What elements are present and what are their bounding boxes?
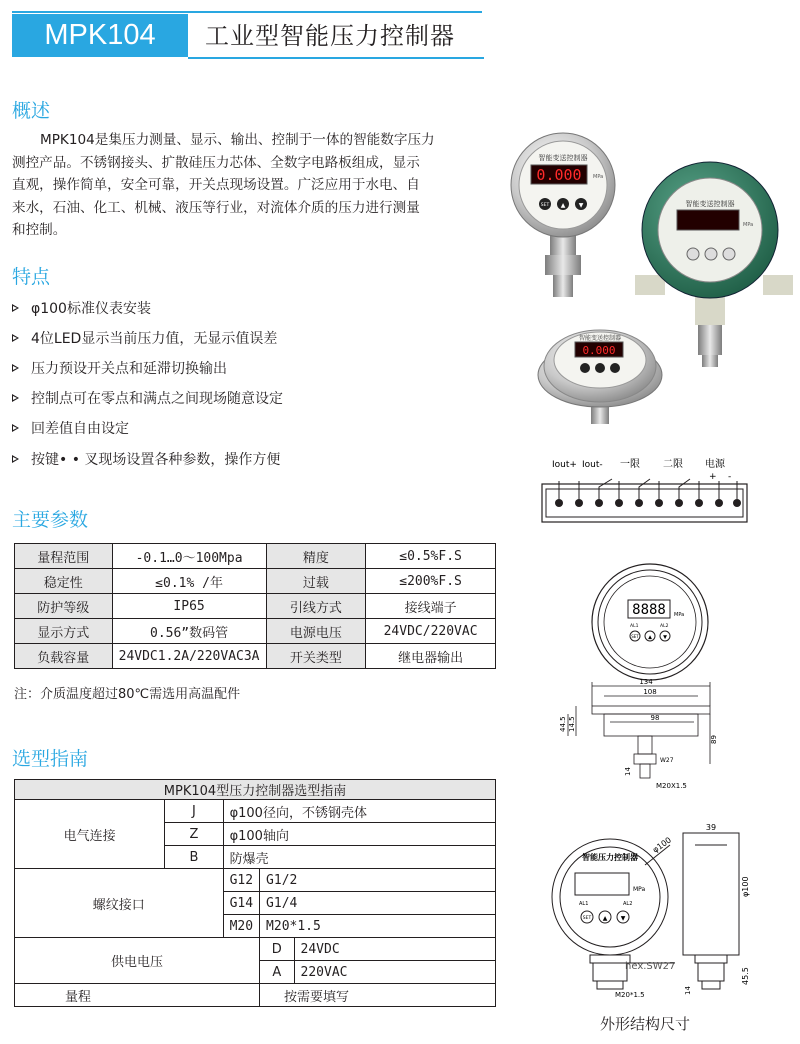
param-value: 0.56”数码管 [112,619,266,644]
device-led-display: 0.000 [536,166,582,184]
guide-desc: φ100轴向 [223,823,495,846]
device-radial-photo [511,133,615,297]
front-display: 8888 [632,602,666,618]
dimension-label: 14 [684,986,692,995]
guide-heading: 选型指南 [12,748,89,770]
dimension-label: φ100 [741,876,750,897]
params-heading: 主要参数 [12,509,89,531]
overview-line: 直观，操作简单，安全可靠，开关点现场设置。广泛应用于水电、自 [12,177,420,193]
guide-code: G14 [223,892,259,915]
guide-desc: G1/2 [260,869,496,892]
guide-desc: G1/4 [260,892,496,915]
iout-plus-label: Iout+ [552,460,577,470]
dimension-label: M20X1.5 [656,782,687,790]
table-row [15,984,496,1007]
param-value: ≤200%F.S [366,569,496,594]
param-label: 防护等级 [15,594,113,619]
dimension-label: 134 [639,678,653,686]
button-label: SET [582,916,592,921]
param-value: 24VDC/220VAC [366,619,496,644]
guide-code: J [165,800,223,823]
overview-line: 和控制。 [12,222,67,238]
front-view-drawing [580,560,730,690]
button-label: ▲ [602,915,608,922]
overview-line: MPK104是集压力测量、显示、输出、控制于一体的智能数字压力 [40,132,435,148]
guide-group-label: 供电电压 [15,938,260,984]
table-row [15,569,496,594]
header-rule-bottom [188,57,484,59]
param-value: ≤0.5%F.S [366,544,496,569]
table-row [15,869,496,892]
button-label: ▼ [663,634,667,641]
guide-desc: 防爆壳 [223,846,495,869]
dimension-label: 14 [624,767,632,776]
param-label: 过载 [266,569,366,594]
device-unit: MPa [743,222,754,228]
param-value: 接线端子 [366,594,496,619]
model-badge [12,14,188,57]
iout-minus-label: Iout- [582,460,603,470]
dimension-label: 39 [705,823,717,832]
device-panel-title: 智能变送控制器 [685,200,735,208]
table-row [15,800,496,823]
param-value: 继电器输出 [366,644,496,669]
alarm-label: AL1 [579,901,589,907]
dimension-label: φ100 [650,835,673,855]
dimension-label: 14.5 [568,716,576,732]
dimension-label: 89 [710,735,718,744]
guide-code: G12 [223,869,259,892]
dimension-label: W27 [660,757,674,764]
dimension-label: 44.5 [559,716,567,732]
figure-caption: 外形结构尺寸 [600,1015,691,1033]
param-label: 开关类型 [266,644,366,669]
device-axial-photo [538,330,662,424]
param-label: 显示方式 [15,619,113,644]
param-label: 引线方式 [266,594,366,619]
param-label: 精度 [266,544,366,569]
feature-item [12,388,283,408]
guide-code: B [165,846,223,869]
button-label: ▼ [620,915,626,922]
feature-text: 控制点可在零点和满点之间现场随意设定 [31,391,283,407]
param-value: IP65 [112,594,266,619]
dimension-label: 98 [650,714,660,722]
button-label: ▲ [560,202,566,209]
param-label: 量程范围 [15,544,113,569]
device-panel-title: 智能变送控制器 [538,154,588,162]
params-table [14,543,496,669]
guide-desc: 按需要填写 [260,984,496,1007]
table-row [15,594,496,619]
device-panel-title: 智能变送控制器 [578,335,622,342]
params-note: 注：介质温度超过80℃需选用高温配件 [14,687,241,702]
overview-text [12,129,502,242]
feature-item [12,358,227,378]
front-unit: MPa [674,612,685,618]
side-view-drawing [560,676,730,794]
hex-label: hex.SW27 [625,961,676,972]
guide-code: A [260,961,294,984]
guide-code: M20 [223,915,259,938]
device-unit: MPa [593,174,604,180]
table-row [15,938,496,961]
guide-desc: M20*1.5 [260,915,496,938]
minus-label: - [728,472,732,482]
param-value: ≤0.1% /年 [112,569,266,594]
overview-heading: 概述 [12,100,51,122]
guide-desc: φ100径向，不锈钢壳体 [223,800,495,823]
power-label: 电源 [705,459,725,470]
feature-item [12,328,277,348]
feature-text: 回差值自由设定 [31,421,129,437]
guide-group-label: 电气连接 [15,800,165,869]
table-row [15,644,496,669]
overview-line: 测控产品。不锈钢接头、扩散硅压力芯体、全数字电路板组成，显示 [12,154,420,171]
alarm-label: AL2 [660,624,669,629]
feature-text: 4位LED显示当前压力值，无显示值误差 [31,331,278,347]
param-value: 24VDC1.2A/220VAC3A [112,644,266,669]
dimension-label: 45.5 [741,967,750,985]
param-label: 电源电压 [266,619,366,644]
features-heading: 特点 [12,266,51,288]
button-label: SET [540,203,550,208]
plus-label: + [709,472,717,482]
overview-line: 来水，石油、化工、机械、液压等行业，对流体介质的压力进行测量 [12,199,420,216]
svg-text:0.000: 0.000 [582,344,616,357]
guide-desc: 24VDC [294,938,495,961]
feature-text: φ100标准仪表安装 [31,301,151,317]
feature-item [12,449,280,469]
param-label: 稳定性 [15,569,113,594]
guide-group-label: 螺纹接口 [15,869,224,938]
feature-item [12,418,129,438]
dimension-label: M20*1.5 [615,991,645,999]
table-row [15,619,496,644]
limit1-label: 一限 [620,459,640,470]
guide-table-title: MPK104型压力控制器选型指南 [15,780,496,800]
model-number: MPK104 [44,19,156,51]
table-row [15,544,496,569]
param-label: 负载容量 [15,644,113,669]
alarm-label: AL1 [630,624,639,629]
feature-item [12,298,151,318]
button-label: ▲ [648,634,652,641]
feature-text: 按键• • 叉现场设置各种参数，操作方便 [31,452,281,468]
outline-dimension-drawing [545,825,760,1003]
feature-text: 压力预设开关点和延滞切换输出 [31,361,227,377]
table-row [15,780,496,800]
alarm-label: AL2 [623,901,633,907]
device-explosion-proof-photo [635,162,793,367]
button-label: ▼ [578,202,584,209]
dimension-label: 108 [643,688,657,696]
guide-code: Z [165,823,223,846]
guide-desc: 220VAC [294,961,495,984]
header-rule-top [12,11,482,13]
wiring-diagram [540,455,750,525]
selection-guide-table [14,779,496,1007]
guide-code: D [260,938,294,961]
param-value: -0.1…0～100Mpa [112,544,266,569]
guide-group-label: 量程 [15,984,260,1007]
limit2-label: 二限 [663,459,683,470]
drawing-title: 智能压力控制器 [582,853,638,862]
product-photos [505,130,795,430]
page-title: 工业型智能压力控制器 [205,22,455,50]
drawing-unit: MPa [633,886,646,893]
button-label: SET [631,634,639,639]
